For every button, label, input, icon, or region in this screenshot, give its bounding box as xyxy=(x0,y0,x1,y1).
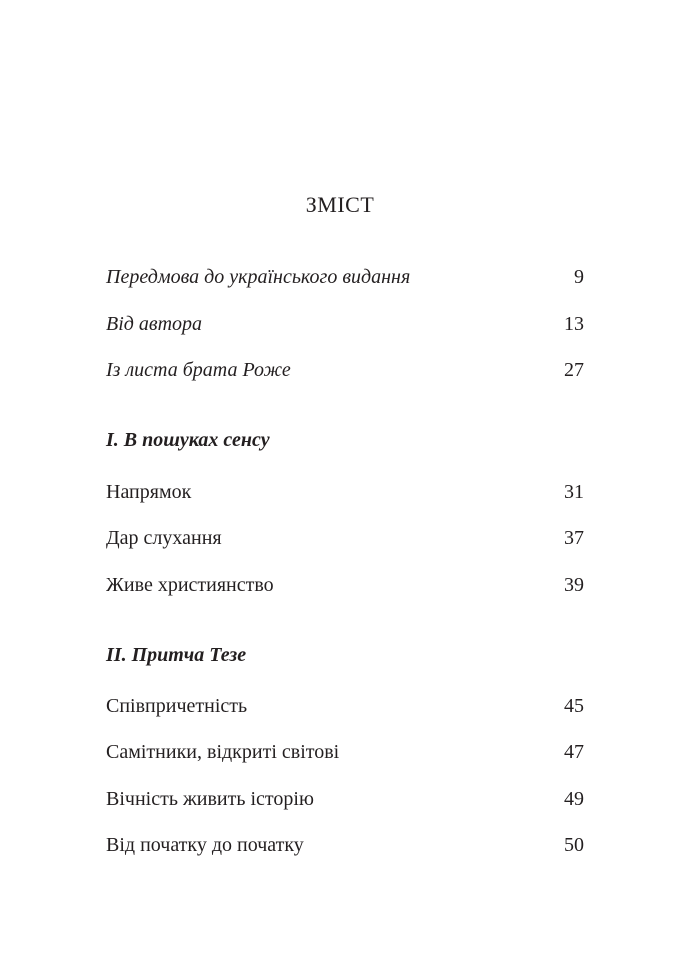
toc-entry xyxy=(106,263,584,291)
toc-entry xyxy=(106,356,584,384)
toc-entry xyxy=(106,738,584,766)
toc-entry xyxy=(106,785,584,813)
toc-entry-page: 9 xyxy=(574,266,584,288)
toc-entry-label: Від початку до початку xyxy=(106,834,304,856)
toc-entry xyxy=(106,478,584,506)
toc-entry-label: Дар слухання xyxy=(106,527,222,549)
toc-entry xyxy=(106,524,584,552)
toc-entry-label: Передмова до українського видання xyxy=(106,266,411,288)
toc-entry xyxy=(106,310,584,338)
toc-entry xyxy=(106,571,584,599)
toc-entry-page: 47 xyxy=(564,741,584,763)
toc-entry-label: Співпричетність xyxy=(106,695,248,717)
toc-entry-page: 13 xyxy=(564,313,584,335)
toc-entry-page: 50 xyxy=(564,834,584,856)
toc-entry-label: Від автора xyxy=(106,313,203,335)
toc-entry-page: 45 xyxy=(564,695,584,717)
toc-entry xyxy=(106,692,584,720)
toc-entry-page: 39 xyxy=(564,574,584,596)
toc-entry-label: Із листа брата Роже xyxy=(106,359,291,381)
toc-entry xyxy=(106,831,584,859)
toc-entry-page: 49 xyxy=(564,788,584,810)
toc-entry-page: 27 xyxy=(564,359,584,381)
section-heading-label: I. В пошуках сенсу xyxy=(106,429,270,451)
toc-entry-page: 31 xyxy=(564,481,584,503)
toc-entry-label: Самітники, відкриті світові xyxy=(106,741,340,763)
toc-section-heading xyxy=(106,426,584,454)
toc-entry-label: Напрямок xyxy=(106,481,192,503)
toc-entry-page: 37 xyxy=(564,527,584,549)
section-heading-label: II. Притча Тезе xyxy=(106,644,247,666)
toc-entry-label: Живе християнство xyxy=(106,574,274,596)
toc-entry-label: Вічність живить історію xyxy=(106,788,314,810)
toc-section-heading xyxy=(106,641,584,669)
toc-title: ЗМІСТ xyxy=(305,192,375,217)
